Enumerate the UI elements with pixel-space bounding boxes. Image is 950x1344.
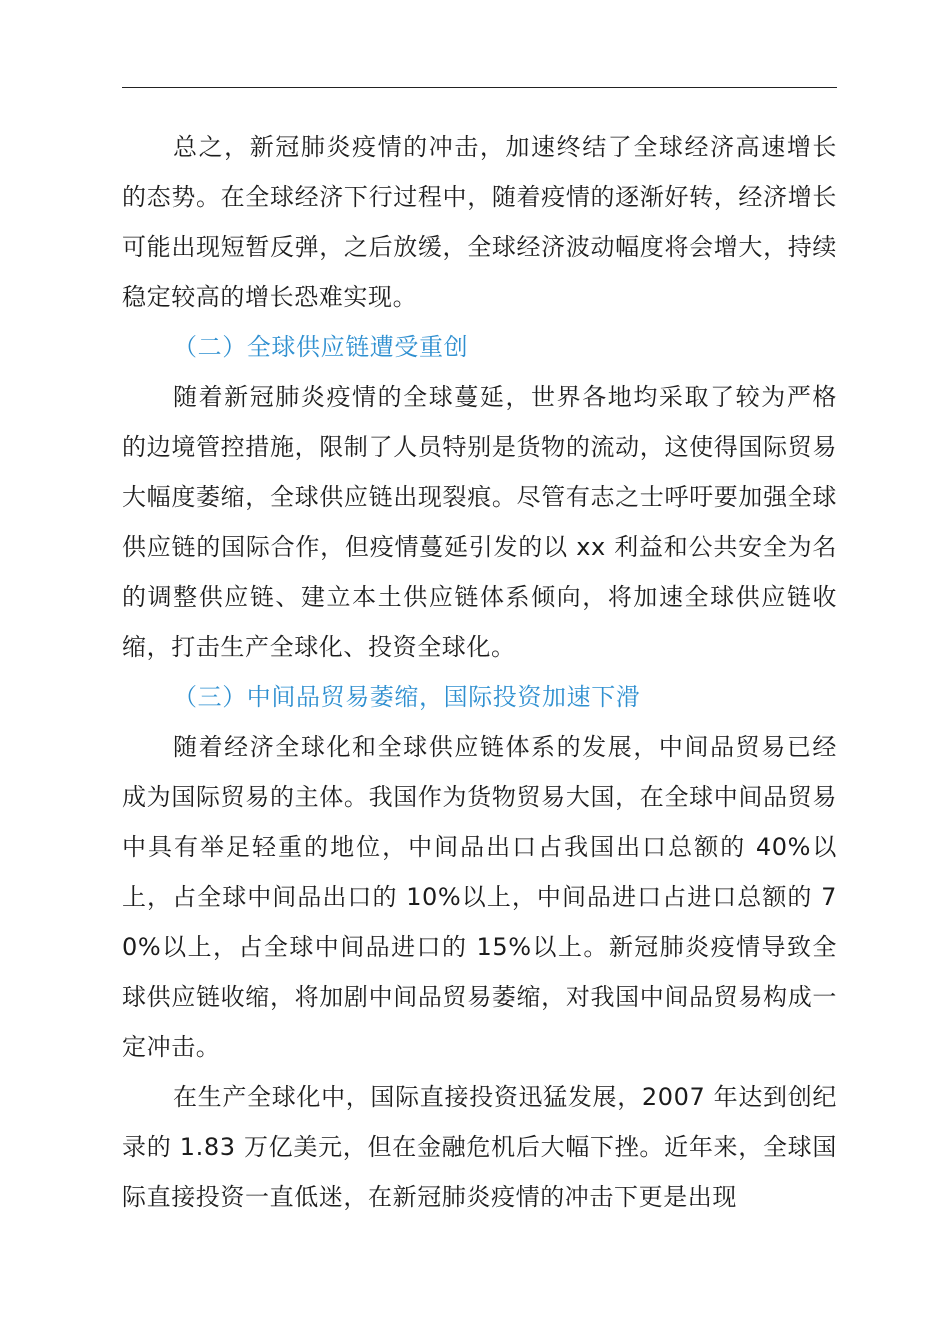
paragraph-supply-chain: 随着新冠肺炎疫情的全球蔓延，世界各地均采取了较为严格的边境管控措施，限制了人员特别是货物的流动，这使得国际贸易大幅度萎缩，全球供应链出现裂痕。尽管有志之士呼吁要加强全球供应链的国际合作，但疫情蔓延引发的以 xx 利益和公共安全为名的调整供应链、建立本土供应链体系倾向，将加速全球供应链收缩，打击生产全球化、投资全球化。: [122, 383, 837, 661]
paragraph-summary: 总之，新冠肺炎疫情的冲击，加速终结了全球经济高速增长的态势。在全球经济下行过程中，随着疫情的逐渐好转，经济增长可能出现短暂反弹，之后放缓，全球经济波动幅度将会增大，持续稳定较高的增长恐难实现。: [122, 133, 837, 311]
section-heading-intermediate-goods: （三）中间品贸易萎缩，国际投资加速下滑: [173, 683, 641, 711]
header-rule: [122, 87, 837, 88]
paragraph-fdi: 在生产全球化中，国际直接投资迅猛发展，2007 年达到创纪录的 1.83 万亿美元，但在金融危机后大幅下挫。近年来，全球国际直接投资一直低迷，在新冠肺炎疫情的冲击下更是出现: [122, 1083, 837, 1211]
paragraph-intermediate-goods: 随着经济全球化和全球供应链体系的发展，中间品贸易已经成为国际贸易的主体。我国作为货物贸易大国，在全球中间品贸易中具有举足轻重的地位，中间品出口占我国出口总额的 40%以上，占全球中间品出口的 10%以上，中间品进口占进口总额的 70%以上，占全球中间品进口的 15%以上。新冠肺炎疫情导致全球供应链收缩，将加剧中间品贸易萎缩，对我国中间品贸易构成一定冲击。: [122, 733, 837, 1061]
document-body: [122, 122, 837, 1222]
section-heading-supply-chain: （二）全球供应链遭受重创: [173, 333, 469, 361]
